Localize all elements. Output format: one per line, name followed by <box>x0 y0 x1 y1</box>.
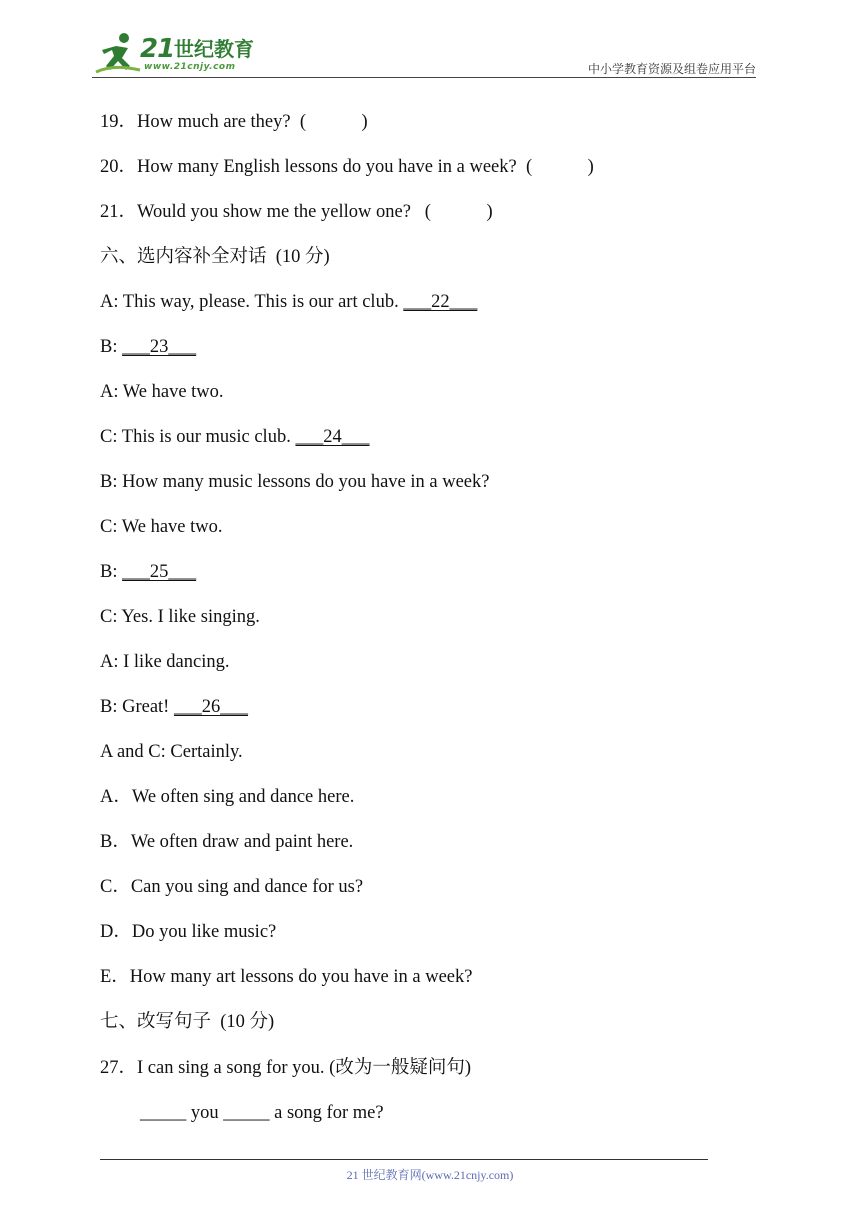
question-27: 27．I can sing a song for you. (改为一般疑问句) <box>100 1058 471 1078</box>
option-c: C．Can you sing and dance for us? <box>100 877 364 897</box>
dialogue-line: A: We have two. <box>100 382 224 402</box>
running-figure-icon <box>94 30 142 78</box>
dialogue-line: B: ___23___ <box>100 337 197 357</box>
header-divider <box>92 77 756 78</box>
dialogue-line: C: We have two. <box>100 517 223 537</box>
option-e: E．How many art lessons do you have in a week? <box>100 967 473 987</box>
dialogue-line: B: How many music lessons do you have in a week? <box>100 472 490 492</box>
question-21 <box>100 200 493 224</box>
option-b: B．We often draw and paint here. <box>100 832 354 852</box>
question-number: 21． <box>100 202 138 222</box>
dialogue-line: B: ___25___ <box>100 562 197 582</box>
question-number: 19． <box>100 112 138 132</box>
dialogue-line: B: Great! ___26___ <box>100 697 248 717</box>
logo-text: 世纪教育 <box>174 37 254 61</box>
question-text: How much are they? ( ) <box>137 112 368 132</box>
logo-url: www.21cnjy.com <box>144 62 236 72</box>
section-7-title: 七、改写句子 (10 分) <box>100 1012 275 1032</box>
footer-divider <box>100 1159 708 1160</box>
option-a: A．We often sing and dance here. <box>100 787 355 807</box>
dialogue-line: A and C: Certainly. <box>100 742 243 762</box>
question-text: Would you show me the yellow one? ( ) <box>137 202 493 222</box>
answer-blank[interactable]: ___26___ <box>173 697 248 717</box>
answer-blank[interactable]: ___22___ <box>403 292 478 312</box>
answer-blank[interactable]: ___23___ <box>122 337 197 357</box>
option-d: D．Do you like music? <box>100 922 277 942</box>
dialogue-line: C: This is our music club. ___24___ <box>100 427 370 447</box>
question-text: How many English lessons do you have in a week? ( ) <box>137 157 594 177</box>
question-number: 20． <box>100 157 138 177</box>
section-6-title: 六、选内容补全对话 (10 分) <box>100 247 330 267</box>
dialogue-line: A: This way, please. This is our art club. ___22___ <box>100 292 478 312</box>
answer-blank[interactable]: ___25___ <box>122 562 197 582</box>
logo-number: 21 <box>140 34 175 64</box>
question-19 <box>100 110 368 134</box>
question-27-answer-line[interactable]: _____ you _____ a song for me? <box>140 1103 384 1123</box>
platform-caption: 中小学教育资源及组卷应用平台 <box>587 62 756 76</box>
dialogue-line: A: I like dancing. <box>100 652 230 672</box>
dialogue-line: C: Yes. I like singing. <box>100 607 260 627</box>
answer-blank[interactable]: ___24___ <box>295 427 370 447</box>
page-header <box>0 0 860 80</box>
footer-link[interactable]: 21 世纪教育网(www.21cnjy.com) <box>346 1168 514 1182</box>
site-logo[interactable] <box>94 30 264 78</box>
question-20 <box>100 155 594 179</box>
